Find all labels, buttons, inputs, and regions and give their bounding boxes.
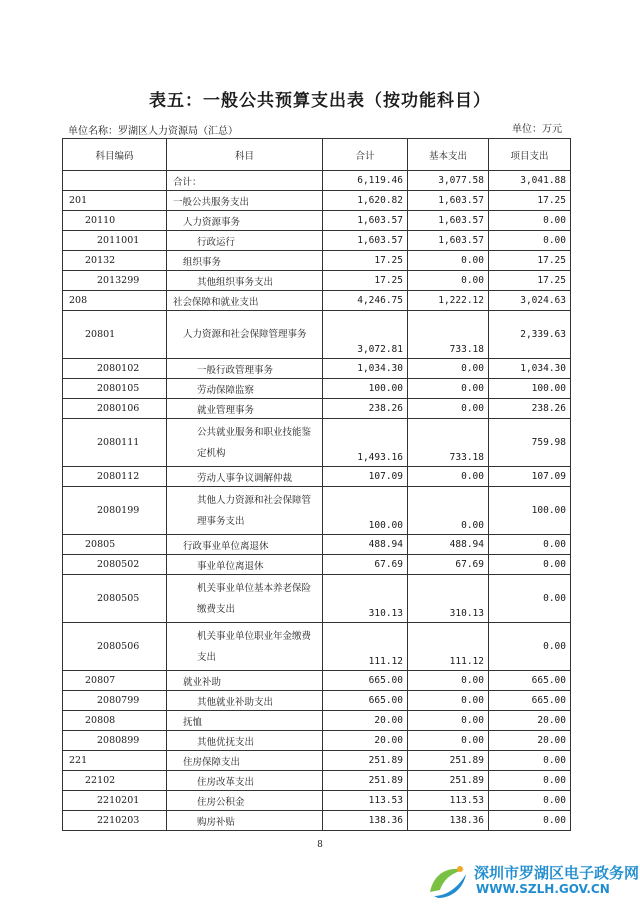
table-row: [63, 731, 571, 751]
table-row: [63, 251, 571, 271]
row-basic: 733.18: [408, 419, 489, 467]
row-subject: 事业单位离退休: [167, 555, 323, 575]
row-basic: 3,077.58: [408, 171, 489, 191]
row-code: 2210203: [63, 811, 167, 831]
row-subject: [167, 487, 323, 535]
row-project: 1,034.30: [489, 359, 571, 379]
row-code: 2080505: [63, 575, 167, 623]
table-row: [63, 359, 571, 379]
row-project: 0.00: [489, 623, 571, 671]
row-project: 0.00: [489, 811, 571, 831]
row-subject: 住房公积金: [167, 791, 323, 811]
row-project: 17.25: [489, 251, 571, 271]
row-basic: 67.69: [408, 555, 489, 575]
row-subject: 就业补助: [167, 671, 323, 691]
row-project: 20.00: [489, 731, 571, 751]
row-total: 1,603.57: [323, 231, 408, 251]
table-row: [63, 399, 571, 419]
row-total: 100.00: [323, 487, 408, 535]
row-code: 20132: [63, 251, 167, 271]
row-total: 3,072.81: [323, 311, 408, 359]
row-code: 20801: [63, 311, 167, 359]
row-total: 20.00: [323, 711, 408, 731]
table-row: [63, 311, 571, 359]
row-total: 251.89: [323, 751, 408, 771]
page-title: 表五：一般公共预算支出表（按功能科目）: [149, 91, 491, 111]
row-basic: 488.94: [408, 535, 489, 555]
table-row: [63, 555, 571, 575]
row-code: 2080899: [63, 731, 167, 751]
table-row: [63, 623, 571, 671]
row-subject: 其他优抚支出: [167, 731, 323, 751]
row-code: 221: [63, 751, 167, 771]
row-project: 100.00: [489, 379, 571, 399]
row-total: 107.09: [323, 467, 408, 487]
table-row: [63, 535, 571, 555]
row-basic: 0.00: [408, 271, 489, 291]
row-project: 17.25: [489, 191, 571, 211]
row-code: 2080105: [63, 379, 167, 399]
row-code: 2080199: [63, 487, 167, 535]
table-row: [63, 487, 571, 535]
row-basic: 113.53: [408, 791, 489, 811]
row-code: [63, 171, 167, 191]
row-basic: 1,603.57: [408, 191, 489, 211]
row-basic: 251.89: [408, 751, 489, 771]
row-subject: 其他组织事务支出: [167, 271, 323, 291]
row-subject: 组织事务: [167, 251, 323, 271]
row-project: 0.00: [489, 751, 571, 771]
table-row: [63, 771, 571, 791]
row-total: 251.89: [323, 771, 408, 791]
row-subject: 抚恤: [167, 711, 323, 731]
row-code: 20807: [63, 671, 167, 691]
page-number: 8: [317, 840, 323, 850]
watermark-site-url: WWW.SZLH.GOV.CN: [476, 882, 610, 896]
row-total: 238.26: [323, 399, 408, 419]
row-code: 201: [63, 191, 167, 211]
row-code: 22102: [63, 771, 167, 791]
row-total: 20.00: [323, 731, 408, 751]
header-project: 项目支出: [489, 139, 571, 171]
watermark-site-name: 深圳市罗湖区电子政务网: [474, 864, 640, 882]
table-row: [63, 171, 571, 191]
row-code: 2013299: [63, 271, 167, 291]
row-subject: 购房补贴: [167, 811, 323, 831]
row-subject: [167, 419, 323, 467]
row-basic: 310.13: [408, 575, 489, 623]
row-total: 1,034.30: [323, 359, 408, 379]
row-code: 2080506: [63, 623, 167, 671]
row-project: 0.00: [489, 791, 571, 811]
row-basic: 251.89: [408, 771, 489, 791]
unit-name: 单位名称：罗湖区人力资源局（汇总）: [68, 126, 238, 137]
table-row: [63, 811, 571, 831]
row-subject: 行政事业单位离退休: [167, 535, 323, 555]
row-subject-text: 机关事业单位基本养老保险缴费支出: [197, 582, 312, 615]
table-row: [63, 691, 571, 711]
row-total: 1,620.82: [323, 191, 408, 211]
row-code: 2080102: [63, 359, 167, 379]
row-basic: 0.00: [408, 731, 489, 751]
row-basic: 1,603.57: [408, 231, 489, 251]
row-code: 2080799: [63, 691, 167, 711]
row-basic: 0.00: [408, 379, 489, 399]
row-project: 665.00: [489, 671, 571, 691]
row-basic: 1,603.57: [408, 211, 489, 231]
row-subject-text: 公共就业服务和职业技能鉴定机构: [197, 426, 312, 459]
row-total: 138.36: [323, 811, 408, 831]
row-subject: 住房改革支出: [167, 771, 323, 791]
row-project: 100.00: [489, 487, 571, 535]
table-row: [63, 711, 571, 731]
row-basic: 0.00: [408, 487, 489, 535]
row-total: 6,119.46: [323, 171, 408, 191]
row-project: 0.00: [489, 231, 571, 251]
row-code: 20805: [63, 535, 167, 555]
currency-unit: 单位：万元: [512, 124, 562, 135]
row-total: 4,246.75: [323, 291, 408, 311]
row-subject: 一般公共服务支出: [167, 191, 323, 211]
row-subject: 劳动保障监察: [167, 379, 323, 399]
row-total: 1,493.16: [323, 419, 408, 467]
row-code: 2080502: [63, 555, 167, 575]
row-subject: [167, 575, 323, 623]
row-subject: 行政运行: [167, 231, 323, 251]
table-header-row: [63, 139, 571, 171]
row-project: 759.98: [489, 419, 571, 467]
row-code: 2210201: [63, 791, 167, 811]
szlh-logo-icon: [424, 862, 470, 900]
budget-table: [62, 138, 571, 831]
row-project: 3,024.63: [489, 291, 571, 311]
row-subject: 人力资源事务: [167, 211, 323, 231]
row-project: 0.00: [489, 555, 571, 575]
row-code: 2011001: [63, 231, 167, 251]
row-total: 665.00: [323, 691, 408, 711]
row-project: 107.09: [489, 467, 571, 487]
row-basic: 0.00: [408, 251, 489, 271]
row-subject: 就业管理事务: [167, 399, 323, 419]
row-total: 100.00: [323, 379, 408, 399]
row-code: 208: [63, 291, 167, 311]
row-subject: 社会保障和就业支出: [167, 291, 323, 311]
row-code: 20808: [63, 711, 167, 731]
row-basic: 733.18: [408, 311, 489, 359]
table-row: [63, 419, 571, 467]
row-total: 488.94: [323, 535, 408, 555]
row-total: 111.12: [323, 623, 408, 671]
table-row: [63, 467, 571, 487]
row-subject: 合计：: [167, 171, 323, 191]
row-project: 665.00: [489, 691, 571, 711]
row-basic: 1,222.12: [408, 291, 489, 311]
row-subject: 其他就业补助支出: [167, 691, 323, 711]
row-subject: 劳动人事争议调解仲裁: [167, 467, 323, 487]
table-row: [63, 751, 571, 771]
header-total: 合计: [323, 139, 408, 171]
row-project: 3,041.88: [489, 171, 571, 191]
table-row: [63, 575, 571, 623]
row-project: 20.00: [489, 711, 571, 731]
row-code: 20110: [63, 211, 167, 231]
row-total: 1,603.57: [323, 211, 408, 231]
row-project: 0.00: [489, 211, 571, 231]
table-row: [63, 791, 571, 811]
row-code: 2080111: [63, 419, 167, 467]
row-subject: [167, 623, 323, 671]
row-project: 238.26: [489, 399, 571, 419]
row-total: 113.53: [323, 791, 408, 811]
row-project: 0.00: [489, 771, 571, 791]
row-code: 2080112: [63, 467, 167, 487]
row-basic: 0.00: [408, 359, 489, 379]
row-basic: 0.00: [408, 399, 489, 419]
row-total: 310.13: [323, 575, 408, 623]
header-subject: 科目: [167, 139, 323, 171]
row-subject: 住房保障支出: [167, 751, 323, 771]
row-basic: 0.00: [408, 467, 489, 487]
row-project: 0.00: [489, 575, 571, 623]
row-basic: 138.36: [408, 811, 489, 831]
row-subject-text: 其他人力资源和社会保障管理事务支出: [197, 494, 312, 527]
row-subject-text: 机关事业单位职业年金缴费支出: [197, 630, 312, 663]
row-subject: [167, 311, 323, 359]
table-row: [63, 271, 571, 291]
row-basic: 111.12: [408, 623, 489, 671]
row-total: 67.69: [323, 555, 408, 575]
row-total: 17.25: [323, 271, 408, 291]
table-row: [63, 191, 571, 211]
row-project: 0.00: [489, 535, 571, 555]
row-project: 2,339.63: [489, 311, 571, 359]
row-basic: 0.00: [408, 711, 489, 731]
table-row: [63, 379, 571, 399]
row-subject: 一般行政管理事务: [167, 359, 323, 379]
header-code: 科目编码: [63, 139, 167, 171]
table-row: [63, 231, 571, 251]
row-code: 2080106: [63, 399, 167, 419]
row-total: 665.00: [323, 671, 408, 691]
row-basic: 0.00: [408, 671, 489, 691]
row-project: 17.25: [489, 271, 571, 291]
table-row: [63, 291, 571, 311]
row-total: 17.25: [323, 251, 408, 271]
row-basic: 0.00: [408, 691, 489, 711]
table-row: [63, 211, 571, 231]
row-subject-text: 人力资源和社会保障管理事务: [183, 329, 307, 340]
table-row: [63, 671, 571, 691]
header-basic: 基本支出: [408, 139, 489, 171]
